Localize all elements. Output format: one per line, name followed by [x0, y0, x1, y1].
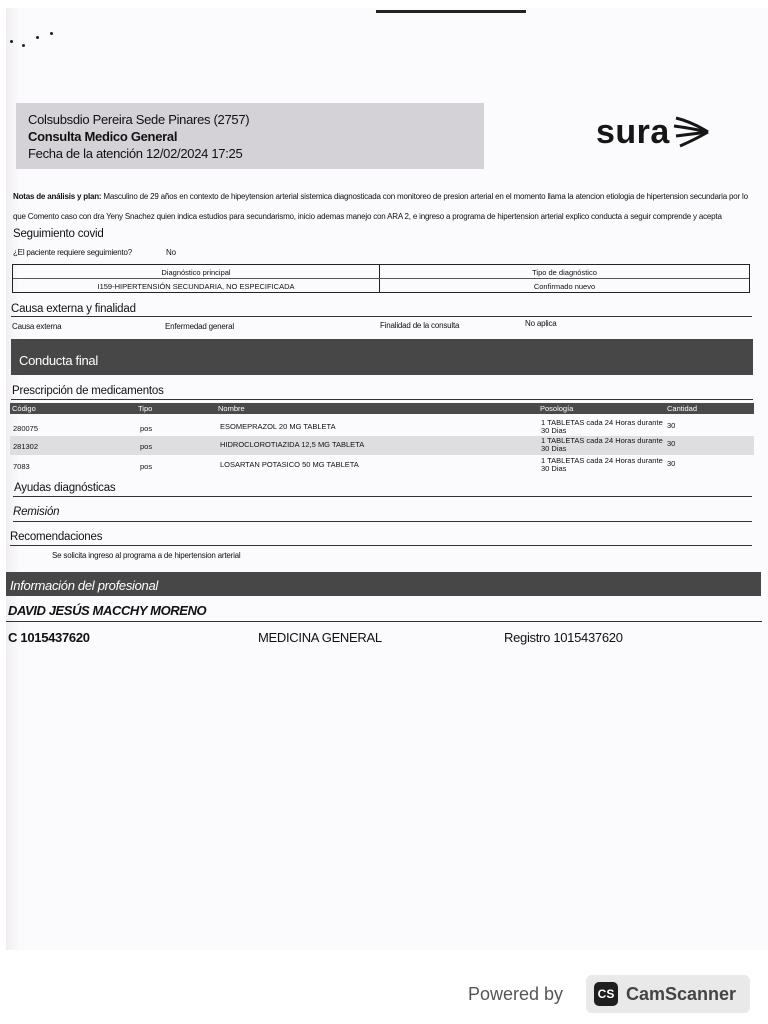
professional-title: Información del profesional: [10, 578, 158, 593]
col-posology: Posología: [540, 404, 574, 413]
scan-artifact-dot: [50, 32, 53, 35]
medications-table-header: [10, 403, 754, 414]
diagnosis-type-label: Tipo de diagnóstico: [532, 268, 597, 277]
notes-text: Masculino de 29 años en contexto de hipeytension arterial sistemica diagnosticada con monitoreo de presion arterial en el momento llama la atencion etiologia de hipertension secundaria por lo que Comento caso con dra Yeny Snachez quien indica estudios para secundarismo, inicio ademas manejo con ARA 2, e ingreso a programa de hipertension arterial explico conducta a seguir comprende y acepta: [13, 192, 748, 221]
attention-date: Fecha de la atención 12/02/2024 17:25: [28, 146, 243, 161]
col-name: Nombre: [218, 404, 245, 413]
medication-row: [10, 436, 754, 455]
scan-artifact-line: [376, 10, 526, 13]
med-name: ESOMEPRAZOL 20 MG TABLETA: [220, 422, 336, 431]
sura-logo: [596, 112, 712, 152]
scan-artifact-dot: [10, 40, 13, 43]
diagnosis-type-value: Confirmado nuevo: [533, 282, 596, 291]
diagnosis-table: [12, 264, 750, 293]
camscanner-icon: CS: [594, 982, 618, 1006]
med-name: LOSARTAN POTASICO 50 MG TABLETA: [220, 460, 359, 469]
final-conduct-title: Conducta final: [19, 353, 98, 368]
covid-title: Seguimiento covid: [13, 228, 104, 240]
external-cause-title: Causa externa y finalidad: [11, 303, 136, 315]
medication-row: [10, 456, 754, 475]
logo-text: sura: [596, 112, 670, 151]
med-posology: 1 TABLETAS cada 24 Horas durante 30 Dias: [541, 436, 663, 453]
covid-question: ¿El paciente requiere seguimiento?: [13, 248, 133, 257]
final-conduct-bar: [11, 339, 753, 375]
purpose-value: No aplica: [525, 319, 557, 328]
recommendations-text: Se solicita ingreso al programa a de hipertension arterial: [52, 551, 241, 560]
professional-name: DAVID JESÚS MACCHY MORENO: [8, 603, 207, 618]
scan-artifact-dot: [22, 44, 25, 47]
professional-specialty: MEDICINA GENERAL: [258, 630, 382, 645]
sura-wave-icon: [672, 112, 712, 152]
notes-label: Notas de análisis y plan:: [13, 192, 102, 201]
divider: [10, 545, 752, 546]
external-cause-label: Causa externa: [12, 322, 62, 331]
divider: [6, 621, 762, 622]
recommendations-title: Recomendaciones: [10, 531, 103, 543]
med-code: 280075: [13, 424, 39, 433]
prescription-title: Prescripción de medicamentos: [12, 385, 164, 397]
scan-artifact-dot: [36, 36, 39, 39]
divider: [11, 399, 753, 400]
diagnosis-principal-value: I159-HIPERTENSIÓN SECUNDARIA, NO ESPECIFICADA: [97, 282, 295, 291]
purpose-label: Finalidad de la consulta: [380, 321, 460, 330]
med-code: 7083: [13, 462, 30, 471]
professional-registry: Registro 1015437620: [504, 630, 623, 645]
header-box: [16, 103, 484, 169]
referral-title: Remisión: [13, 506, 60, 518]
med-type: pos: [140, 462, 153, 471]
med-quantity: 30: [667, 421, 676, 430]
med-name: HIDROCLOROTIAZIDA 12,5 MG TABLETA: [220, 440, 365, 449]
powered-by-label: Powered by: [468, 984, 564, 1004]
covid-answer: No: [166, 248, 176, 257]
divider: [13, 521, 752, 522]
med-code: 281302: [13, 442, 39, 451]
consultation-type: Consulta Medico General: [28, 129, 178, 144]
divider: [11, 316, 752, 317]
col-quantity: Cantidad: [667, 404, 698, 413]
medication-row: [10, 418, 754, 437]
med-type: pos: [140, 424, 153, 433]
camscanner-name: CamScanner: [626, 983, 737, 1004]
med-posology: 1 TABLETAS cada 24 Horas durante 30 Dias: [541, 456, 663, 473]
external-cause-value: Enfermedad general: [165, 322, 234, 331]
med-posology: 1 TABLETAS cada 24 Horas durante 30 Dias: [541, 418, 663, 435]
professional-id: C 1015437620: [8, 630, 90, 645]
professional-bar: [6, 572, 761, 596]
med-quantity: 30: [667, 459, 676, 468]
analysis-notes: [13, 187, 753, 227]
col-type: Tipo: [138, 404, 153, 413]
diagnostic-aids-title: Ayudas diagnósticas: [14, 482, 116, 494]
diagnosis-principal-label: Diagnóstico principal: [161, 268, 231, 277]
med-type: pos: [140, 442, 153, 451]
clinic-name: Colsubsdio Pereira Sede Pinares (2757): [28, 112, 250, 127]
camscanner-badge: [586, 975, 750, 1013]
divider: [13, 496, 752, 497]
med-quantity: 30: [667, 439, 676, 448]
col-code: Código: [12, 404, 36, 413]
